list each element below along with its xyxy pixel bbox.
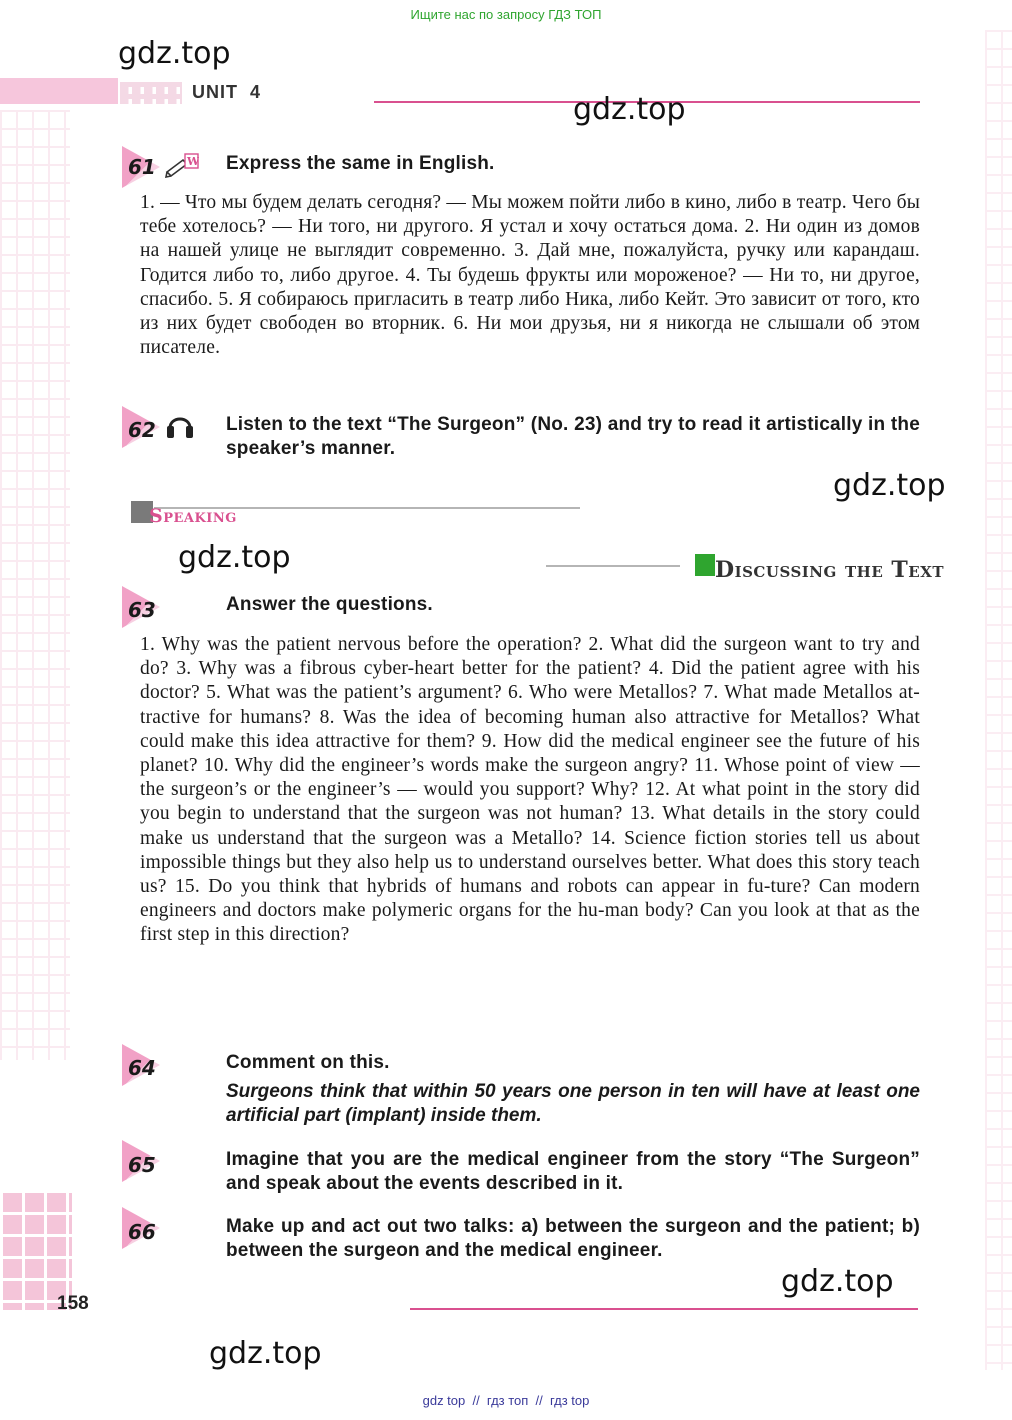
footer-rule xyxy=(410,1308,918,1310)
exercise-64-number: 64 xyxy=(128,1056,156,1080)
exercise-66-number: 66 xyxy=(128,1220,156,1244)
exercise-61-instruction: Express the same in English. xyxy=(226,153,495,174)
exercise-61-number: 61 xyxy=(128,155,156,179)
exercise-64-quote: Surgeons think that within 50 years one person in ten will have at least one artificial part (implant) inside them. xyxy=(226,1081,920,1126)
exercise-65-number: 65 xyxy=(128,1153,156,1177)
exercise-63-text: 1. Why was the patient nervous before the operation? 2. What did the surgeon want to try and do? 3. Why was a fibrous cyber-heart better for the patient? 4. Did the patient agree with his doctor? 5. What was the patient’s argument? 6. Who were Metallos? 7. What made Metallos at-tractive for humans? 8. Was the idea of becoming human also attractive for Metallos? What could make this idea attractive for them? 9. How did the medical engineer see the future of his planet? 10. Why did the engineer’s words make the surgeon angry? 11. Whose point of view — the surgeon’s or the engineer’s — would you support? Why? 12. At what point in the story did you begin to understand that the surgeon was not human? 13. What details in the story could make us understand that the surgeon was a Metallo? 14. Science fiction stories tell us about impossible things but they also help us to understand ourselves better. What does this story teach us? 15. Do you think that hybrids of humans and robots can appear in fu-ture? Can modern engineers and doctors make polymeric organs for the hu-man body? Can you look at that as the first step in this direction? xyxy=(140,634,920,946)
unit-squares-decor xyxy=(120,82,182,104)
exercise-62-number: 62 xyxy=(128,418,156,442)
discussing-title: Discussing the Text xyxy=(715,557,945,583)
svg-text:W: W xyxy=(187,155,199,168)
bottom-pink-decor xyxy=(0,1190,72,1310)
unit-label: UNIT 4 xyxy=(192,82,262,102)
watermark: gdz.top xyxy=(573,92,686,127)
exercise-66-instruction: Make up and act out two talks: a) between the surgeon and the patient; b) between the surgeon and the medical engineer. xyxy=(226,1216,920,1261)
watermark: gdz.top xyxy=(833,468,946,503)
watermark: gdz.top xyxy=(178,540,291,575)
exercise-65-instruction: Imagine that you are the medical engineer from the story “The Surgeon” and speak about the events described in it. xyxy=(226,1149,920,1194)
unit-pink-band xyxy=(0,78,118,104)
speaking-title: Speaking xyxy=(149,505,237,527)
watermark: gdz.top xyxy=(118,36,231,71)
discussing-rule xyxy=(546,565,680,567)
right-decor-grid xyxy=(985,30,1012,1370)
watermark: gdz.top xyxy=(209,1336,322,1371)
writing-icon xyxy=(165,152,199,178)
watermark: gdz.top xyxy=(781,1264,894,1299)
exercise-63-instruction: Answer the questions. xyxy=(226,594,433,615)
page-number: 158 xyxy=(57,1293,89,1314)
headphones-icon xyxy=(165,410,195,440)
discussing-square-icon xyxy=(695,554,715,576)
top-banner: Ищите нас по запросу ГДЗ ТОП xyxy=(410,7,602,22)
exercise-64-instruction: Comment on this. xyxy=(226,1052,390,1073)
footer-links: gdz top // гдз топ // гдз top xyxy=(422,1393,590,1408)
exercise-62-instruction: Listen to the text “The Surgeon” (No. 23) and try to read it artistically in the speaker’s manner. xyxy=(226,414,920,459)
left-decor-grid xyxy=(0,110,70,1060)
exercise-63-number: 63 xyxy=(128,598,156,622)
exercise-61-text: 1. — Что мы будем делать сегодня? — Мы можем пойти либо в кино, либо в театр. Чего бы тебе хотелось? — Ни того, ни другого. Я устал и хочу остаться дома. 2. Ни один из домов на нашей улице не выглядит современно. 3. Дай мне, пожалуйста, ручку или карандаш. Годится либо то, либо другое. 4. Ты будешь фрукты или мороженое? — Ни то, ни другое, спасибо. 5. Я собираюсь пригласить в театр либо Ника, либо Кейт. Это зависит от того, кто из них будет свободен во вторник. 6. Ни мои друзья, ни я никогда не слышали об этом писателе. xyxy=(140,192,920,359)
